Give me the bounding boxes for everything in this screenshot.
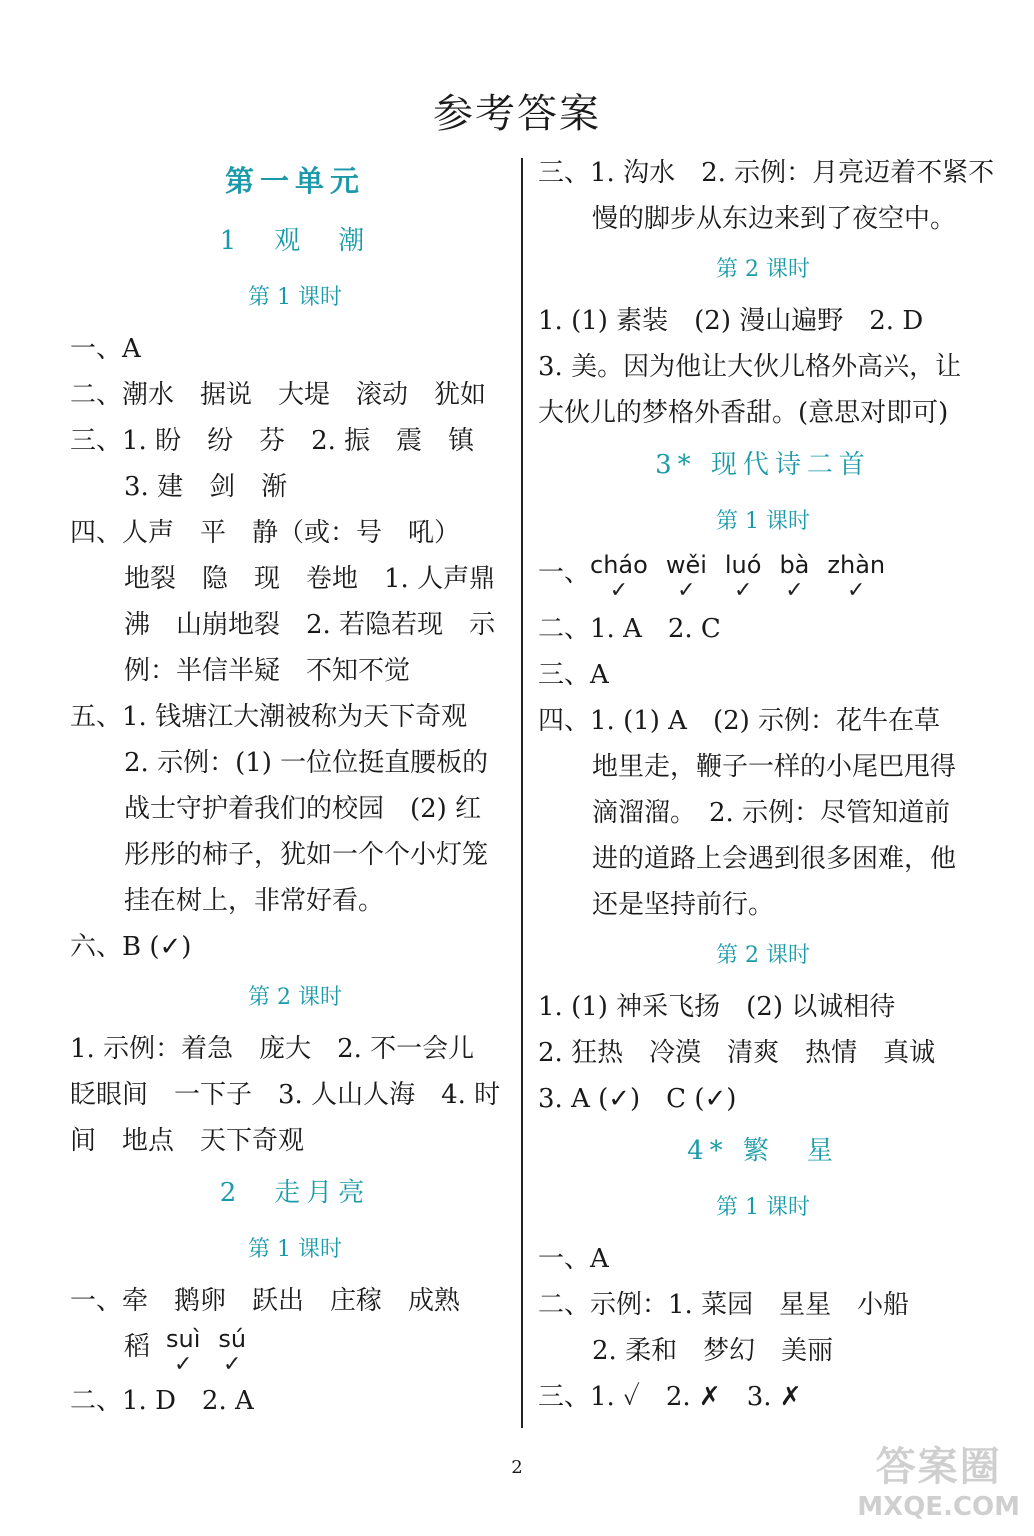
pinyin-row [538, 550, 988, 606]
answer-line: 2. 狂热 冷漠 清爽 热情 真诚 [538, 1038, 936, 1068]
answer-line: 1. (1) 素装 (2) 漫山遍野 2. D [538, 306, 924, 336]
answer-line: 挂在树上，非常好看。 [124, 886, 385, 916]
answer-line: 二、潮水 据说 大堤 滚动 犹如 [70, 380, 487, 410]
check-icon: ✓ [847, 578, 866, 603]
pinyin-text: zhàn [827, 551, 886, 579]
lesson-subheading: 第 1 课时 [248, 1237, 342, 1262]
pinyin-item [666, 550, 707, 602]
answer-line: 间 地点 天下奇观 [70, 1126, 305, 1156]
check-icon: ✓ [223, 1352, 242, 1377]
lesson-heading: 1 观 潮 [219, 226, 371, 256]
answer-line: 一、A [538, 1244, 609, 1274]
lesson-heading: 3* 现代诗二首 [655, 450, 871, 480]
answer-line: 慢的脚步从东边来到了夜空中。 [592, 204, 957, 234]
watermark-text: 答案圈 [875, 1444, 1002, 1490]
answer-line: 3. A (✓) C (✓) [538, 1084, 737, 1114]
answer-line: 三、1. 沟水 2. 示例：月亮迈着不紧不 [538, 158, 995, 188]
watermark-logo [857, 1435, 1020, 1522]
answer-line: 二、示例：1. 菜园 星星 小船 [538, 1290, 910, 1320]
pinyin-item [725, 550, 762, 602]
answer-line: 五、1. 钱塘江大潮被称为天下奇观 [70, 702, 468, 732]
pinyin-item [590, 550, 648, 602]
answer-line: 1. 示例：着急 庞大 2. 不一会儿 [70, 1034, 475, 1064]
answer-line: 滴溜溜。 2. 示例：尽管知道前 [592, 798, 951, 828]
check-icon: ✓ [677, 578, 696, 603]
pinyin-text: wěi [665, 551, 707, 579]
answer-line: 六、B (✓) [70, 932, 192, 962]
answer-line: 地里走，鞭子一样的小尾巴甩得 [592, 752, 957, 782]
answer-line: 一、牵 鹅卵 跃出 庄稼 成熟 [70, 1286, 461, 1316]
pinyin-row [70, 1324, 520, 1377]
answer-line: 沸 山崩地裂 2. 若隐若现 示 [124, 610, 496, 640]
pinyin-text: cháo [590, 551, 648, 579]
lesson-subheading: 第 2 课时 [716, 257, 810, 282]
answer-line: 四、人声 平 静（或：号 吼） [70, 518, 461, 548]
answer-line: 二、1. D 2. A [70, 1386, 254, 1416]
pinyin-item [779, 550, 809, 602]
answer-line: 彤彤的柿子，犹如一个个小灯笼 [124, 840, 489, 870]
pinyin-item [166, 1324, 200, 1376]
page-title: 参考答案 [433, 91, 601, 137]
answer-prefix: 一、 [538, 558, 591, 588]
check-icon: ✓ [785, 578, 804, 603]
answer-line: 3. 建 剑 渐 [124, 472, 288, 502]
answer-line: 大伙儿的梦格外香甜。(意思对即可) [538, 398, 949, 428]
answer-line: 一、A [70, 334, 141, 364]
lesson-subheading: 第 1 课时 [716, 1195, 810, 1220]
answer-line: 二、1. A 2. C [538, 614, 721, 644]
answer-line: 还是坚持前行。 [592, 890, 775, 920]
pinyin-text: suì [166, 1325, 201, 1353]
watermark-url: MXQE.COM [857, 1492, 1020, 1522]
answer-line: 2. 柔和 梦幻 美丽 [592, 1336, 834, 1366]
page-number: 2 [511, 1457, 523, 1478]
pinyin-item [218, 1324, 246, 1376]
right-column [538, 150, 995, 1420]
check-icon: ✓ [733, 578, 753, 603]
answer-line: 眨眼间 一下子 3. 人山人海 4. 时 [70, 1080, 501, 1110]
unit-heading: 第一单元 [224, 164, 365, 198]
lesson-subheading: 第 2 课时 [716, 943, 810, 968]
left-column [70, 150, 520, 1424]
answer-line: 例：半信半疑 不知不觉 [124, 656, 411, 686]
answer-line: 三、A [538, 660, 609, 690]
check-icon: ✓ [173, 1352, 193, 1377]
pinyin-text: bà [779, 551, 810, 579]
check-icon: ✓ [609, 578, 629, 603]
pinyin-item [827, 550, 885, 602]
lesson-subheading: 第 1 课时 [716, 509, 810, 534]
answer-char: 稻 [124, 1332, 151, 1362]
answer-line: 进的道路上会遇到很多困难，他 [592, 844, 957, 874]
lesson-heading: 4* 繁 星 [687, 1136, 839, 1166]
answer-line: 三、1. 盼 纷 芬 2. 振 震 镇 [70, 426, 475, 456]
answer-line: 1. (1) 神采飞扬 (2) 以诚相待 [538, 992, 896, 1022]
pinyin-text: sú [218, 1325, 247, 1353]
answer-line: 3. 美。因为他让大伙儿格外高兴，让 [538, 352, 962, 382]
lesson-subheading: 第 2 课时 [248, 985, 342, 1010]
column-divider [521, 158, 523, 1428]
answer-line: 四、1. (1) A (2) 示例：花牛在草 [538, 706, 941, 736]
lesson-heading: 2 走月亮 [219, 1178, 371, 1208]
answer-line: 2. 示例：(1) 一位位挺直腰板的 [124, 748, 489, 778]
pinyin-text: luó [724, 551, 762, 579]
lesson-subheading: 第 1 课时 [248, 285, 342, 310]
answer-line: 三、1. ✓ 2. ✗ 3. ✗ [538, 1382, 802, 1412]
answer-line: 战士守护着我们的校园 (2) 红 [124, 794, 482, 824]
answer-line: 地裂 隐 现 卷地 1. 人声鼎 [124, 564, 496, 594]
